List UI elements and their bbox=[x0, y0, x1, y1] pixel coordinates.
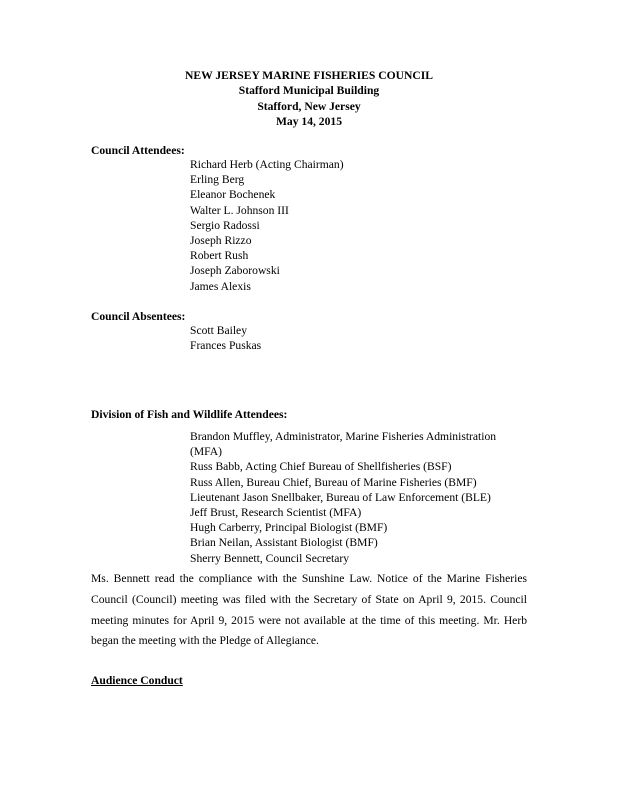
document-header bbox=[0, 68, 618, 129]
meeting-location: Stafford, New Jersey bbox=[257, 99, 361, 113]
meeting-date: May 14, 2015 bbox=[275, 114, 342, 128]
list-item: Russ Allen, Bureau Chief, Bureau of Marine Fisheries (BMF) bbox=[190, 475, 477, 489]
meeting-building: Stafford Municipal Building bbox=[238, 84, 380, 98]
opening-paragraph: Ms. Bennett read the compliance with the Sunshine Law. Notice of the Marine Fisheries Council (Council) meeting was filed with the Secretary of State on April 9, 2015. Council meeting minutes for April 9, 2015 were not available at the time of this meeting. Mr. Herb began the meeting with the Pledge of Allegiance. bbox=[91, 572, 527, 648]
list-item: Jeff Brust, Research Scientist (MFA) bbox=[190, 506, 362, 520]
list-item: James Alexis bbox=[190, 279, 251, 293]
list-item: Lieutenant Jason Snellbaker, Bureau of Law Enforcement (BLE) bbox=[190, 490, 491, 504]
list-item: Erling Berg bbox=[190, 173, 245, 187]
list-item: Brian Neilan, Assistant Biologist (BMF) bbox=[190, 536, 378, 550]
list-item: Scott Bailey bbox=[190, 324, 247, 337]
council-absentees-heading: Council Absentees: bbox=[91, 310, 186, 323]
audience-conduct-heading: Audience Conduct bbox=[91, 674, 183, 687]
list-item: Sergio Radossi bbox=[190, 218, 260, 232]
list-item: Sherry Bennett, Council Secretary bbox=[190, 551, 350, 565]
list-item: Eleanor Bochenek bbox=[190, 188, 276, 202]
council-name: NEW JERSEY MARINE FISHERIES COUNCIL bbox=[184, 69, 434, 82]
council-attendees-list bbox=[190, 157, 530, 294]
division-attendees-heading: Division of Fish and Wildlife Attendees: bbox=[91, 408, 288, 421]
division-attendees-list bbox=[190, 429, 530, 566]
list-item: Frances Puskas bbox=[190, 339, 262, 353]
list-item: Brandon Muffley, Administrator, Marine Fisheries Administration (MFA) bbox=[190, 430, 497, 459]
list-item: Russ Babb, Acting Chief Bureau of Shellfisheries (BSF) bbox=[190, 460, 452, 474]
council-absentees-list bbox=[190, 323, 530, 353]
list-item: Walter L. Johnson III bbox=[190, 203, 289, 217]
list-item: Joseph Rizzo bbox=[190, 234, 252, 248]
list-item: Robert Rush bbox=[190, 249, 249, 263]
council-attendees-heading: Council Attendees: bbox=[91, 144, 185, 157]
list-item: Joseph Zaborowski bbox=[190, 264, 280, 278]
list-item: Richard Herb (Acting Chairman) bbox=[190, 158, 344, 171]
list-item: Hugh Carberry, Principal Biologist (BMF) bbox=[190, 521, 388, 535]
